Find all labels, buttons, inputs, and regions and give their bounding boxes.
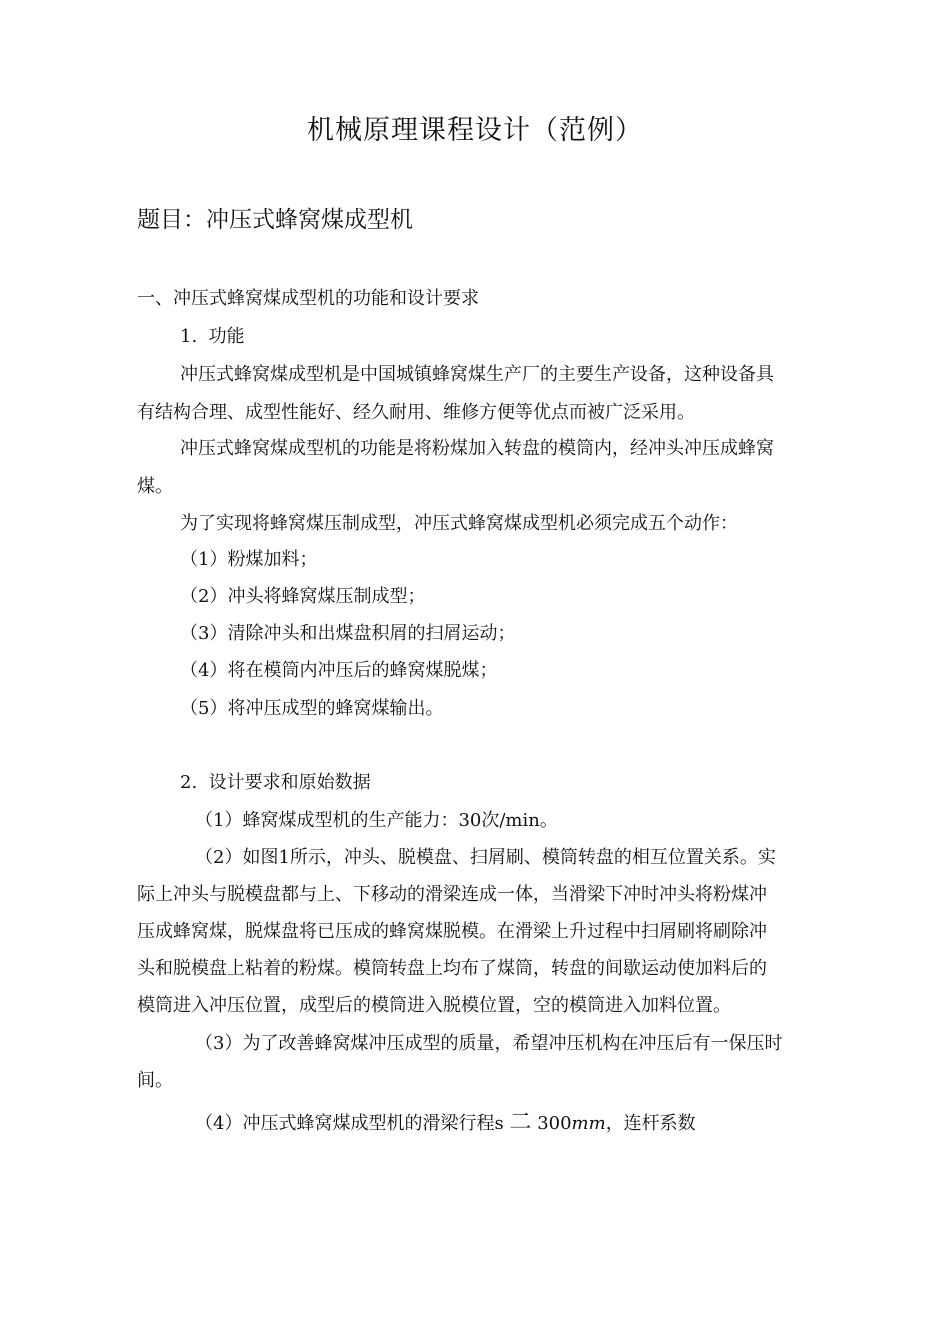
document-subject: 题目：冲压式蜂窝煤成型机 bbox=[137, 207, 413, 233]
requirement-3-line-1: （3）为了改善蜂窝煤冲压成型的质量，希望冲压机构在冲压后有一保压时 bbox=[195, 1033, 783, 1054]
stroke-value: 300 bbox=[537, 1113, 572, 1134]
subsection-heading-function: 1. 功能 bbox=[180, 326, 245, 347]
action-item-3: （3）清除冲头和出煤盘积屑的扫屑运动； bbox=[180, 623, 516, 644]
paragraph-2-line-1: 冲压式蜂窝煤成型机的功能是将粉煤加入转盘的模筒内，经冲头冲压成蜂窝 bbox=[180, 438, 774, 459]
requirement-2-line-1: （2）如图1所示，冲头、脱模盘、扫屑刷、模筒转盘的相互位置关系。实 bbox=[195, 847, 776, 868]
requirement-2-line-5: 模筒进入冲压位置，成型后的模筒进入脱模位置，空的模筒进入加料位置。 bbox=[137, 995, 731, 1016]
stroke-unit: mm bbox=[571, 1113, 606, 1134]
paragraph-1-line-2: 有结构合理、成型性能好、经久耐用、维修方便等优点而被广泛采用。 bbox=[137, 402, 695, 423]
requirement-2-line-4: 头和脱模盘上粘着的粉煤。模筒转盘上均布了煤筒，转盘的间歇运动使加料后的 bbox=[137, 958, 767, 979]
action-item-4: （4）将在模筒内冲压后的蜂窝煤脱煤； bbox=[180, 660, 498, 681]
action-item-1: （1）粉煤加料； bbox=[180, 549, 318, 570]
requirement-2-line-2: 际上冲头与脱模盘都与上、下移动的滑梁连成一体，当滑梁下冲时冲头将粉煤冲 bbox=[137, 884, 767, 905]
action-item-5: （5）将冲压成型的蜂窝煤输出。 bbox=[180, 698, 444, 719]
section-heading-1: 一、冲压式蜂窝煤成型机的功能和设计要求 bbox=[137, 288, 479, 309]
paragraph-2-line-2: 煤。 bbox=[137, 476, 173, 497]
requirement-4 bbox=[195, 1111, 696, 1136]
paragraph-3: 为了实现将蜂窝煤压制成型，冲压式蜂窝煤成型机必须完成五个动作： bbox=[180, 513, 738, 534]
requirement-1: （1）蜂窝煤成型机的生产能力：30次/min。 bbox=[195, 810, 558, 831]
action-item-2: （2）冲头将蜂窝煤压制成型； bbox=[180, 586, 426, 607]
document-title: 机械原理课程设计（范例） bbox=[307, 115, 643, 146]
requirement-4-tail: ，连杆系数 bbox=[605, 1113, 696, 1134]
requirement-2-line-3: 压成蜂窝煤，脱煤盘将已压成的蜂窝煤脱模。在滑梁上升过程中扫屑刷将刷除冲 bbox=[137, 921, 767, 942]
equals-sign: 二 bbox=[509, 1110, 532, 1135]
requirement-3-line-2: 间。 bbox=[137, 1070, 173, 1091]
subsection-heading-requirements: 2. 设计要求和原始数据 bbox=[180, 772, 371, 793]
paragraph-1-line-1: 冲压式蜂窝煤成型机是中国城镇蜂窝煤生产厂的主要生产设备，这种设备具 bbox=[180, 364, 774, 385]
requirement-4-text: （4）冲压式蜂窝煤成型机的滑梁行程s bbox=[195, 1113, 504, 1134]
